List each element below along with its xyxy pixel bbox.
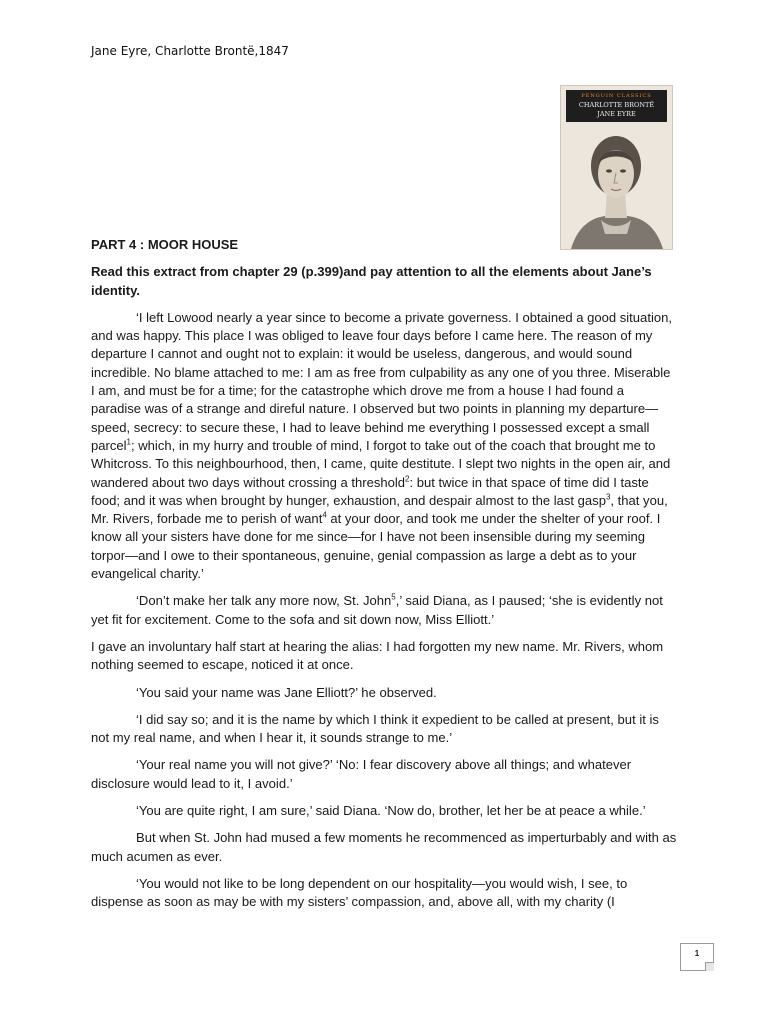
footnote-marker-4: 4 xyxy=(322,510,327,520)
paragraph-3: I gave an involuntary half start at hearing the alias: I had forgotten my new name. Mr. Rivers, whom nothing seemed to escape, noticed it at once. xyxy=(91,638,664,673)
paragraph-6: ‘Your real name you will not give?’ ‘No: I fear discovery above all things; and whatever disclosure would lead to it, I avoid.’ xyxy=(91,757,632,791)
paragraph-text: ‘Don’t make her talk any more now, St. John xyxy=(136,593,392,609)
paragraph-1 xyxy=(91,309,677,583)
footnote-marker-2: 2 xyxy=(405,474,410,484)
paragraph-text: at your door, and took me under the shelter of your roof. I know all your sisters have done for me since—for I have not been insensible during my seeming torpor—and I owe to their spontaneous, genuine, genial compassion as large a debt as to your evangelical charity.’ xyxy=(91,511,661,582)
section-heading: PART 4 : MOOR HOUSE xyxy=(91,237,239,252)
paragraph-7: ‘You are quite right, I am sure,’ said Diana. ‘Now do, brother, let her be at peace a while.’ xyxy=(136,803,646,819)
paragraph-5: ‘I did say so; and it is the name by which I think it expedient to be called at present, but it is not my real name, and when I hear it, it sounds strange to me.’ xyxy=(91,711,659,746)
paragraph-9: ‘You would not like to be long dependent on our hospitality—you would wish, I see, to dispense as soon as may be with my sisters’ compassion, and, above all, with my charity (I xyxy=(91,875,628,910)
cover-title: JANE EYRE xyxy=(597,110,636,118)
document-body xyxy=(91,236,677,912)
document-header: Jane Eyre, Charlotte Brontë,1847 xyxy=(91,44,289,58)
paragraph-4: ‘You said your name was Jane Elliott?’ he observed. xyxy=(136,684,437,700)
portrait-illustration xyxy=(561,124,672,249)
paragraph-2 xyxy=(91,592,677,629)
page-number: 1 xyxy=(680,943,714,971)
instruction-text: Read this extract from chapter 29 (p.399)and pay attention to all the elements about Jane’s identity. xyxy=(91,264,652,298)
paragraph-text: : but twice in that space of time did I taste food; and it was when brought by hunger, exhaustion, and despair almost to the last gasp xyxy=(91,474,649,508)
paragraph-text: ‘I left Lowood nearly a year since to become a private governess. I obtained a good situation, and was happy. This place I was obliged to leave four days before I came here. The reason of my departure I cannot and ought not to explain: it would be useless, dangerous, and would sound incredible. No blame attached to me: I am as free from culpability as any one of you three. Miserable I am, and must be for a time; for the catastrophe which drove me from a house I had found a paradise was of a strange and direful nature. I observed but two points in planning my departure—speed, secrecy: to secure these, I had to leave behind me everything I possessed except a small parcel xyxy=(91,309,672,453)
paragraph-text: , that you, Mr. Rivers, forbade me to perish of want xyxy=(91,492,668,527)
cover-title-band xyxy=(566,90,667,122)
book-cover-image xyxy=(561,86,672,249)
footnote-marker-1: 1 xyxy=(126,437,131,447)
footnote-marker-5: 5 xyxy=(391,593,396,602)
paragraph-text: ,’ said Diana, as I paused; ‘she is evidently not yet fit for excitement. Come to the sofa and sit down now, Miss Elliott.’ xyxy=(91,593,663,627)
paragraph-text: ; which, in my hurry and trouble of mind, I forgot to take out of the coach that brought me to Whitcross. To this neighbourhood, then, I came, quite destitute. I slept two nights in the open air, and wandered about two days without crossing a threshold xyxy=(91,437,671,490)
footnote-marker-3: 3 xyxy=(605,492,611,502)
cover-series: PENGUIN CLASSICS xyxy=(581,93,652,99)
paragraph-8: But when St. John had mused a few moments he recommenced as imperturbably and with as much acumen as ever. xyxy=(91,830,677,864)
cover-author: CHARLOTTE BRONTË xyxy=(578,101,655,109)
